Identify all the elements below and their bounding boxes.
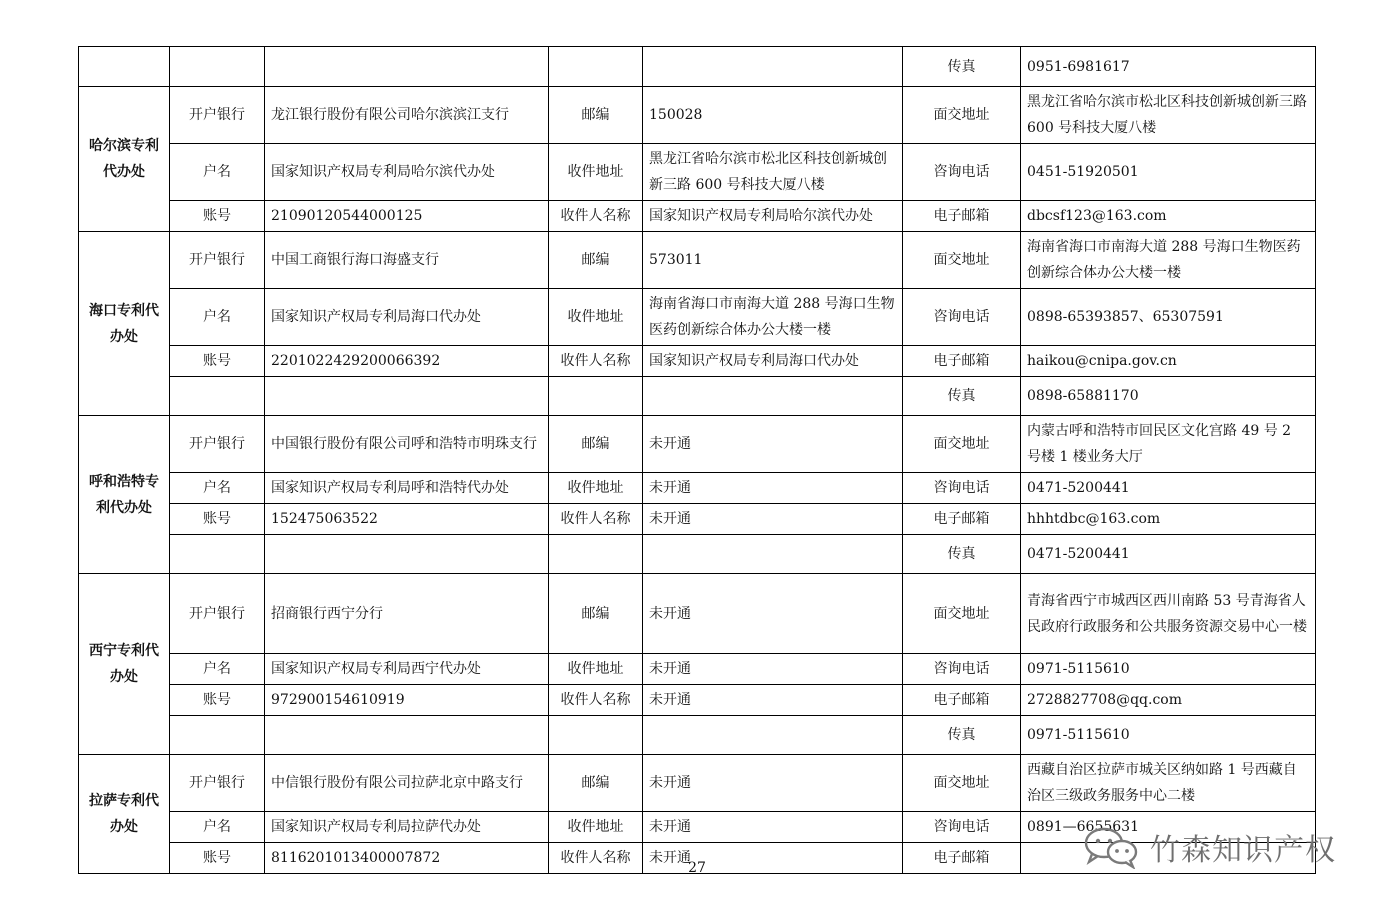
field-value: 152475063522 — [265, 504, 549, 535]
field-value: 0471-5200441 — [1021, 535, 1316, 574]
field-value: 未开通 — [643, 574, 903, 654]
field-value: 国家知识产权局专利局海口代办处 — [265, 289, 549, 346]
field-value: dbcsf123@163.com — [1021, 201, 1316, 232]
table-row — [79, 473, 1316, 504]
fax-label: 传真 — [903, 47, 1021, 87]
field-value: 2728827708@qq.com — [1021, 685, 1316, 716]
field-label: 邮编 — [549, 232, 643, 289]
field-label: 传真 — [903, 716, 1021, 755]
field-label: 收件人名称 — [549, 685, 643, 716]
field-label: 开户银行 — [170, 574, 265, 654]
field-label: 邮编 — [549, 755, 643, 812]
field-label: 收件人名称 — [549, 504, 643, 535]
table-row — [79, 87, 1316, 144]
field-label: 传真 — [903, 377, 1021, 416]
field-label: 电子邮箱 — [903, 685, 1021, 716]
table-row — [79, 716, 1316, 755]
field-value: 国家知识产权局专利局西宁代办处 — [265, 654, 549, 685]
field-label: 收件地址 — [549, 654, 643, 685]
field-value: 国家知识产权局专利局哈尔滨代办处 — [265, 144, 549, 201]
field-value: 龙江银行股份有限公司哈尔滨滨江支行 — [265, 87, 549, 144]
field-value: 中信银行股份有限公司拉萨北京中路支行 — [265, 755, 549, 812]
field-value — [265, 716, 549, 755]
field-value: 未开通 — [643, 504, 903, 535]
field-value: 未开通 — [643, 812, 903, 843]
office-name: 西宁专利代办处 — [79, 574, 170, 755]
table-row — [79, 504, 1316, 535]
label-cell — [549, 47, 643, 87]
field-label: 传真 — [903, 535, 1021, 574]
field-label: 面交地址 — [903, 574, 1021, 654]
watermark-text: 竹森知识产权 — [1150, 833, 1336, 868]
field-value: 0971-5115610 — [1021, 654, 1316, 685]
field-value: 2201022429200066392 — [265, 346, 549, 377]
field-label: 面交地址 — [903, 416, 1021, 473]
field-value: 150028 — [643, 87, 903, 144]
field-label: 开户银行 — [170, 87, 265, 144]
field-value: 黑龙江省哈尔滨市松北区科技创新城创新三路 600 号科技大厦八楼 — [1021, 87, 1316, 144]
table-row — [79, 416, 1316, 473]
field-label: 电子邮箱 — [903, 201, 1021, 232]
table-row — [79, 346, 1316, 377]
table-row — [79, 144, 1316, 201]
field-label: 咨询电话 — [903, 473, 1021, 504]
office-name: 呼和浩特专利代办处 — [79, 416, 170, 574]
field-label: 咨询电话 — [903, 289, 1021, 346]
field-label: 户名 — [170, 812, 265, 843]
office-name: 哈尔滨专利代办处 — [79, 87, 170, 232]
field-label: 账号 — [170, 346, 265, 377]
field-value: 未开通 — [643, 473, 903, 504]
table-row — [79, 47, 1316, 87]
field-value: haikou@cnipa.gov.cn — [1021, 346, 1316, 377]
field-label — [549, 535, 643, 574]
field-value — [265, 535, 549, 574]
field-label: 邮编 — [549, 574, 643, 654]
field-label: 账号 — [170, 685, 265, 716]
table-row — [79, 755, 1316, 812]
field-label: 收件地址 — [549, 812, 643, 843]
fax-value: 0951-6981617 — [1021, 47, 1316, 87]
field-value: 国家知识产权局专利局呼和浩特代办处 — [265, 473, 549, 504]
field-label — [170, 377, 265, 416]
value-cell — [643, 47, 903, 87]
field-value — [265, 377, 549, 416]
field-value: 中国工商银行海口海盛支行 — [265, 232, 549, 289]
field-value: 未开通 — [643, 654, 903, 685]
field-label: 邮编 — [549, 416, 643, 473]
field-value: 西藏自治区拉萨市城关区纳如路 1 号西藏自治区三级政务服务中心二楼 — [1021, 755, 1316, 812]
field-label — [170, 716, 265, 755]
field-value: 972900154610919 — [265, 685, 549, 716]
field-value: 0898-65393857、65307591 — [1021, 289, 1316, 346]
office-cell — [79, 47, 170, 87]
field-value — [643, 535, 903, 574]
field-value: 0891—6655631 — [1021, 812, 1316, 843]
table-row — [79, 654, 1316, 685]
field-value — [643, 716, 903, 755]
field-label: 电子邮箱 — [903, 504, 1021, 535]
field-label — [549, 716, 643, 755]
table-row — [79, 377, 1316, 416]
field-value: 未开通 — [643, 416, 903, 473]
field-value: 0971-5115610 — [1021, 716, 1316, 755]
table-row — [79, 201, 1316, 232]
table-row — [79, 289, 1316, 346]
field-value: 未开通 — [643, 843, 903, 874]
table-row — [79, 232, 1316, 289]
table-row — [79, 685, 1316, 716]
field-value: 573011 — [643, 232, 903, 289]
field-label: 开户银行 — [170, 755, 265, 812]
field-label: 开户银行 — [170, 416, 265, 473]
watermark — [1082, 824, 1336, 870]
field-label: 户名 — [170, 144, 265, 201]
field-label: 收件人名称 — [549, 201, 643, 232]
field-value: 0451-51920501 — [1021, 144, 1316, 201]
field-value: 中国银行股份有限公司呼和浩特市明珠支行 — [265, 416, 549, 473]
field-label: 电子邮箱 — [903, 346, 1021, 377]
field-label: 咨询电话 — [903, 812, 1021, 843]
field-value: 内蒙古呼和浩特市回民区文化宫路 49 号 2 号楼 1 楼业务大厅 — [1021, 416, 1316, 473]
table-row — [79, 574, 1316, 654]
field-label: 收件人名称 — [549, 843, 643, 874]
field-label: 开户银行 — [170, 232, 265, 289]
field-label: 账号 — [170, 504, 265, 535]
field-label — [549, 377, 643, 416]
table-row — [79, 535, 1316, 574]
wechat-icon — [1082, 825, 1140, 869]
office-name: 海口专利代办处 — [79, 232, 170, 416]
field-label: 面交地址 — [903, 87, 1021, 144]
field-label — [170, 535, 265, 574]
field-value: 0898-65881170 — [1021, 377, 1316, 416]
field-label: 户名 — [170, 473, 265, 504]
field-label: 收件地址 — [549, 289, 643, 346]
label-cell — [170, 47, 265, 87]
field-label: 面交地址 — [903, 232, 1021, 289]
field-value: 黑龙江省哈尔滨市松北区科技创新城创新三路 600 号科技大厦八楼 — [643, 144, 903, 201]
value-cell — [265, 47, 549, 87]
field-label: 邮编 — [549, 87, 643, 144]
field-label: 账号 — [170, 201, 265, 232]
field-value: 海南省海口市南海大道 288 号海口生物医药创新综合体办公大楼一楼 — [643, 289, 903, 346]
field-label: 咨询电话 — [903, 144, 1021, 201]
office-name: 拉萨专利代办处 — [79, 755, 170, 874]
field-value: 青海省西宁市城西区西川南路 53 号青海省人民政府行政服务和公共服务资源交易中心一楼 — [1021, 574, 1316, 654]
field-value: 21090120544000125 — [265, 201, 549, 232]
field-value: hhhtdbc@163.com — [1021, 504, 1316, 535]
field-label: 账号 — [170, 843, 265, 874]
field-label: 户名 — [170, 654, 265, 685]
field-label: 咨询电话 — [903, 654, 1021, 685]
field-label: 电子邮箱 — [903, 843, 1021, 874]
field-value: 国家知识产权局专利局拉萨代办处 — [265, 812, 549, 843]
field-value: 未开通 — [643, 685, 903, 716]
field-label: 收件地址 — [549, 473, 643, 504]
field-value: 招商银行西宁分行 — [265, 574, 549, 654]
field-value: 国家知识产权局专利局海口代办处 — [643, 346, 903, 377]
patent-office-table — [78, 46, 1316, 874]
field-label: 户名 — [170, 289, 265, 346]
field-value: 海南省海口市南海大道 288 号海口生物医药创新综合体办公大楼一楼 — [1021, 232, 1316, 289]
field-value — [643, 377, 903, 416]
page-number: 27 — [688, 860, 706, 876]
field-value: 国家知识产权局专利局哈尔滨代办处 — [643, 201, 903, 232]
field-value: 未开通 — [643, 755, 903, 812]
field-label: 收件人名称 — [549, 346, 643, 377]
field-label: 收件地址 — [549, 144, 643, 201]
field-value: 0471-5200441 — [1021, 473, 1316, 504]
field-value: 8116201013400007872 — [265, 843, 549, 874]
field-label: 面交地址 — [903, 755, 1021, 812]
